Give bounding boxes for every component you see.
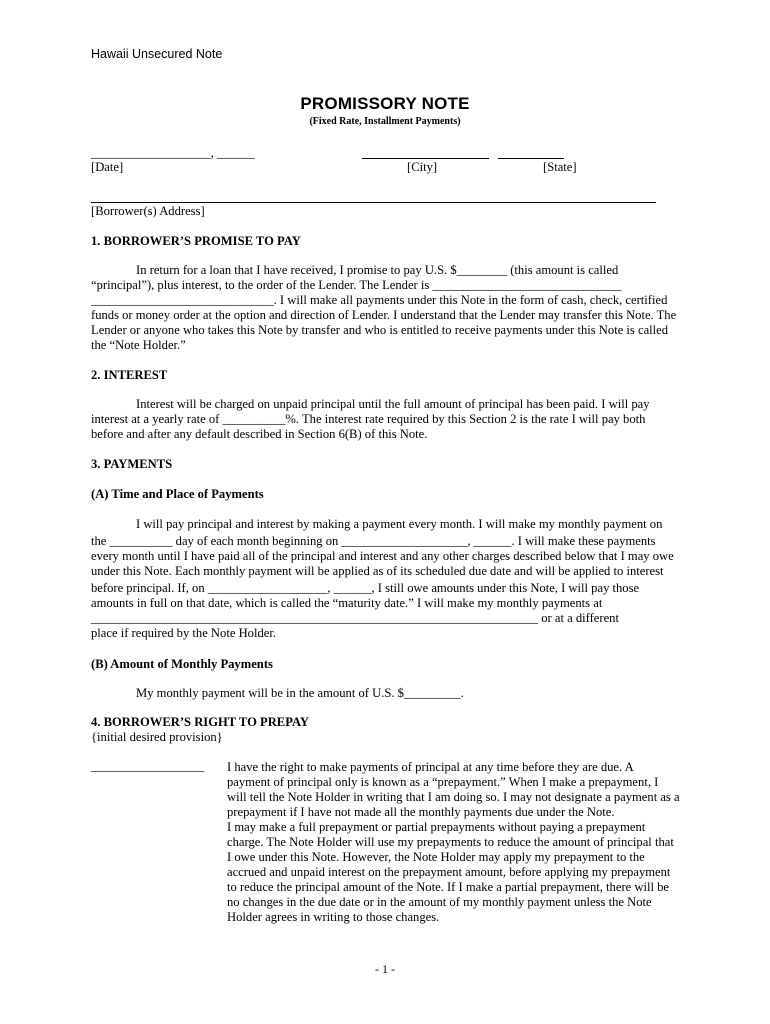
text-line: I have the right to make payments of principal at any time before they are due. A: [227, 760, 634, 774]
text-line: “principal”), plus interest, to the order of the Lender. The Lender is ______________________________: [91, 278, 622, 292]
state-label: [State]: [543, 160, 577, 174]
text-line: the “Note Holder.”: [91, 338, 186, 352]
text-line: charge. The Note Holder will use my prepayments to reduce the amount of principal that: [227, 835, 674, 849]
running-header: Hawaii Unsecured Note: [91, 47, 223, 61]
text-line: prepayment if I have not made all the monthly payments due under the Note.: [227, 805, 615, 819]
text-line: funds or money order at the option and direction of Lender. I understand that the Lender may transfer this Note. The: [91, 308, 677, 322]
text-line: the __________ day of each month beginning on ____________________, ______. I will make these payments: [91, 534, 656, 548]
text-line: Lender or anyone who takes this Note by transfer and who is entitled to receive payments under this Note is called: [91, 323, 669, 337]
initial-blank[interactable]: __________________: [91, 759, 205, 773]
text-line: In return for a loan that I have received, I promise to pay U.S. $________ (this amount is called: [136, 263, 619, 277]
text-line: amounts in full on that date, which is called the “maturity date.” I will make my monthly payments at: [91, 596, 603, 610]
text-line: _______________________________________________________________________ or at a different: [91, 611, 619, 625]
text-line: before and after any default described in Section 6(B) of this Note.: [91, 427, 428, 441]
text-line: Interest will be charged on unpaid principal until the full amount of principal has been paid. I will pay: [136, 397, 650, 411]
section-3b-body: My monthly payment will be in the amount of U.S. $_________.: [136, 686, 464, 700]
text-line: I will pay principal and interest by making a payment every month. I will make my monthly payment on: [136, 517, 663, 531]
document-title: PROMISSORY NOTE: [300, 94, 470, 113]
section-3a-heading: (A) Time and Place of Payments: [91, 487, 264, 501]
date-blank[interactable]: ___________________, ______: [91, 146, 255, 160]
text-line: accrued and unpaid interest on the prepayment amount, before applying my prepayment: [227, 865, 671, 879]
date-label: [Date]: [91, 160, 124, 174]
text-line: to reduce the principal amount of the Note. If I make a partial prepayment, there will be: [227, 880, 670, 894]
text-line: payment of principal only is known as a “prepayment.” When I make a prepayment, I: [227, 775, 659, 789]
section-1-heading: 1. BORROWER’S PROMISE TO PAY: [91, 234, 301, 248]
section-3a-body: [91, 517, 681, 641]
text-line: Holder agrees in writing to those changes.: [227, 910, 440, 924]
text-line: place if required by the Note Holder.: [91, 626, 276, 640]
section-3-heading: 3. PAYMENTS: [91, 457, 173, 471]
section-4-heading: 4. BORROWER’S RIGHT TO PREPAY: [91, 715, 309, 729]
section-1-body: [91, 263, 681, 353]
section-2-heading: 2. INTEREST: [91, 368, 168, 382]
address-label: [Borrower(s) Address]: [91, 204, 205, 218]
text-line: under this Note. Each monthly payment will be applied as of its scheduled due date and will be applied to interest: [91, 564, 664, 578]
text-line: _____________________________. I will make all payments under this Note in the form of cash, check, certified: [91, 293, 668, 307]
section-2-body: [91, 397, 681, 442]
section-4-body: [227, 760, 681, 925]
document-subtitle: (Fixed Rate, Installment Payments): [309, 116, 461, 127]
text-line: every month until I have paid all of the principal and interest and any other charges described below that I may owe: [91, 549, 674, 563]
text-line: will tell the Note Holder in writing that I am doing so. I may not designate a payment as a: [227, 790, 680, 804]
section-4-note: {initial desired provision}: [91, 730, 223, 744]
text-line: interest at a yearly rate of __________%. The interest rate required by this Section 2 is the rate I will pay both: [91, 412, 646, 426]
text-line: before principal. If, on ___________________, ______, I still owe amounts under this Note, I will pay those: [91, 581, 640, 595]
section-3b-heading: (B) Amount of Monthly Payments: [91, 657, 273, 671]
text-line: I owe under this Note. However, the Note Holder may apply my prepayment to the: [227, 850, 645, 864]
city-label: [City]: [407, 160, 438, 174]
text-line: I may make a full prepayment or partial prepayments without paying a prepayment: [227, 820, 646, 834]
text-line: no changes in the due date or in the amount of my monthly payment unless the Note: [227, 895, 652, 909]
address-blank-line[interactable]: [91, 202, 656, 203]
page-number: - 1 -: [375, 962, 395, 976]
city-blank-line[interactable]: [362, 158, 489, 159]
state-blank-line[interactable]: [498, 158, 564, 159]
